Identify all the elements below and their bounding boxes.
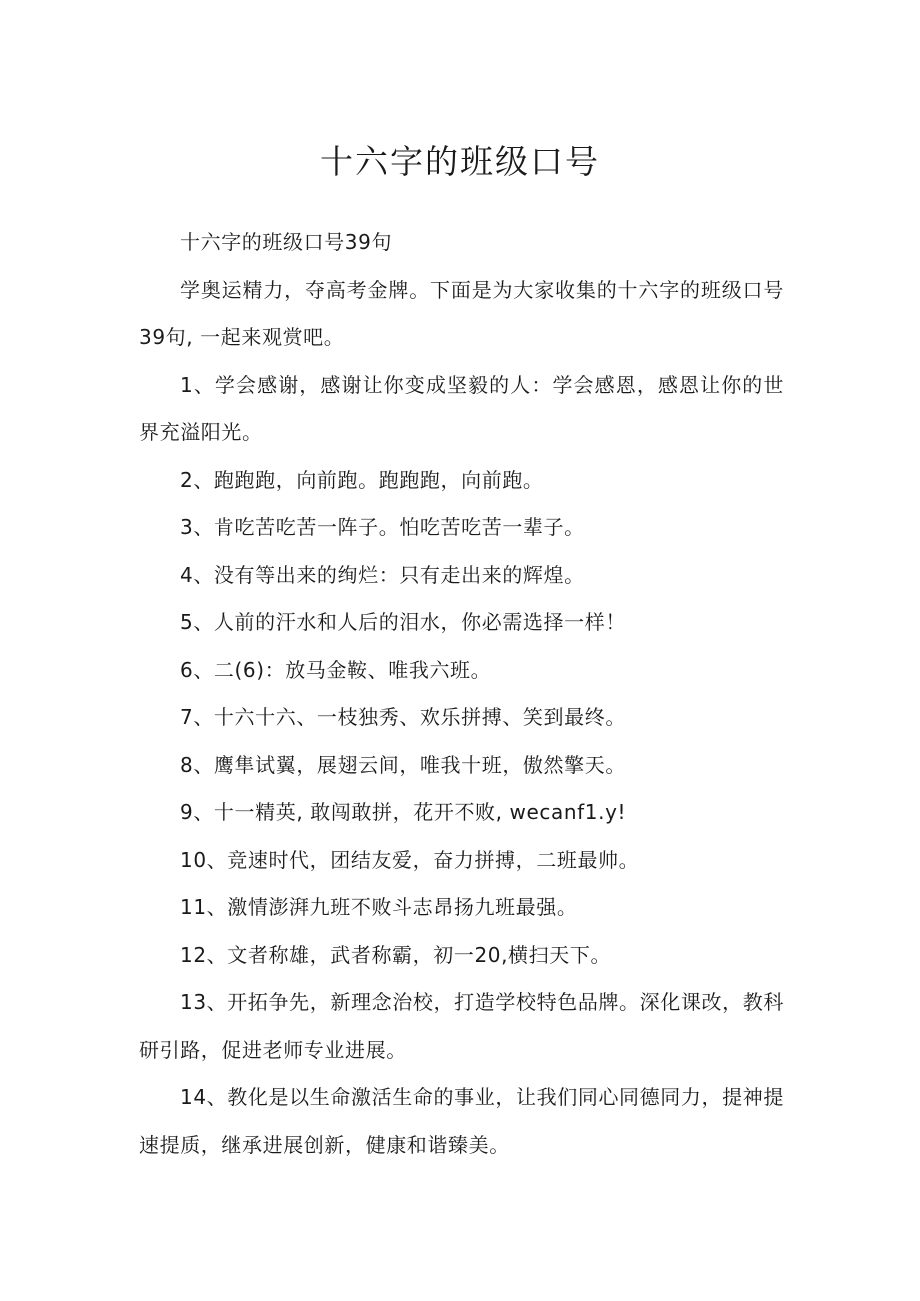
slogan-item-9: 9、十一精英, 敢闯敢拼，花开不败, wecanf1.y! xyxy=(180,800,627,824)
slogan-item-6: 6、二(6)：放马金鞍、唯我六班。 xyxy=(180,657,492,682)
intro-paragraph: 学奥运精力，夺高考金牌。下面是为大家收集的十六字的班级口号39句, 一起来观赏吧。 xyxy=(139,277,784,349)
subtitle-paragraph: 十六字的班级口号39句 xyxy=(180,230,393,254)
document-body xyxy=(139,219,784,1169)
document-title: 十六字的班级口号 xyxy=(320,142,600,181)
slogan-item-5: 5、人前的汗水和人后的泪水，你必需选择一样！ xyxy=(180,610,626,634)
slogan-item-11: 11、激情澎湃九班不败斗志昂扬九班最强。 xyxy=(180,895,578,919)
slogan-item-8: 8、鹰隼试翼，展翅云间，唯我十班，傲然擎天。 xyxy=(180,752,626,777)
slogan-item-7: 7、十六十六、一枝独秀、欢乐拼搏、笑到最终。 xyxy=(180,705,626,729)
slogan-item-10: 10、竞速时代，团结友爱，奋力拼搏，二班最帅。 xyxy=(180,847,640,872)
slogan-item-4: 4、没有等出来的绚烂：只有走出来的辉煌。 xyxy=(180,562,585,587)
slogan-item-2: 2、跑跑跑，向前跑。跑跑跑，向前跑。 xyxy=(180,467,544,492)
slogan-item-14: 14、教化是以生命激活生命的事业，让我们同心同德同力，提神提速提质，继承进展创新，健康和谐臻美。 xyxy=(139,1085,784,1157)
slogan-item-12: 12、文者称雄，武者称霸，初一20,横扫天下。 xyxy=(180,942,612,967)
slogan-item-13: 13、开拓争先，新理念治校，打造学校特色品牌。深化课改，教科研引路，促进老师专业进展。 xyxy=(139,990,784,1062)
slogan-item-1: 1、学会感谢，感谢让你变成坚毅的人：学会感恩，感恩让你的世界充溢阳光。 xyxy=(139,372,784,444)
slogan-item-3: 3、肯吃苦吃苦一阵子。怕吃苦吃苦一辈子。 xyxy=(180,515,585,539)
